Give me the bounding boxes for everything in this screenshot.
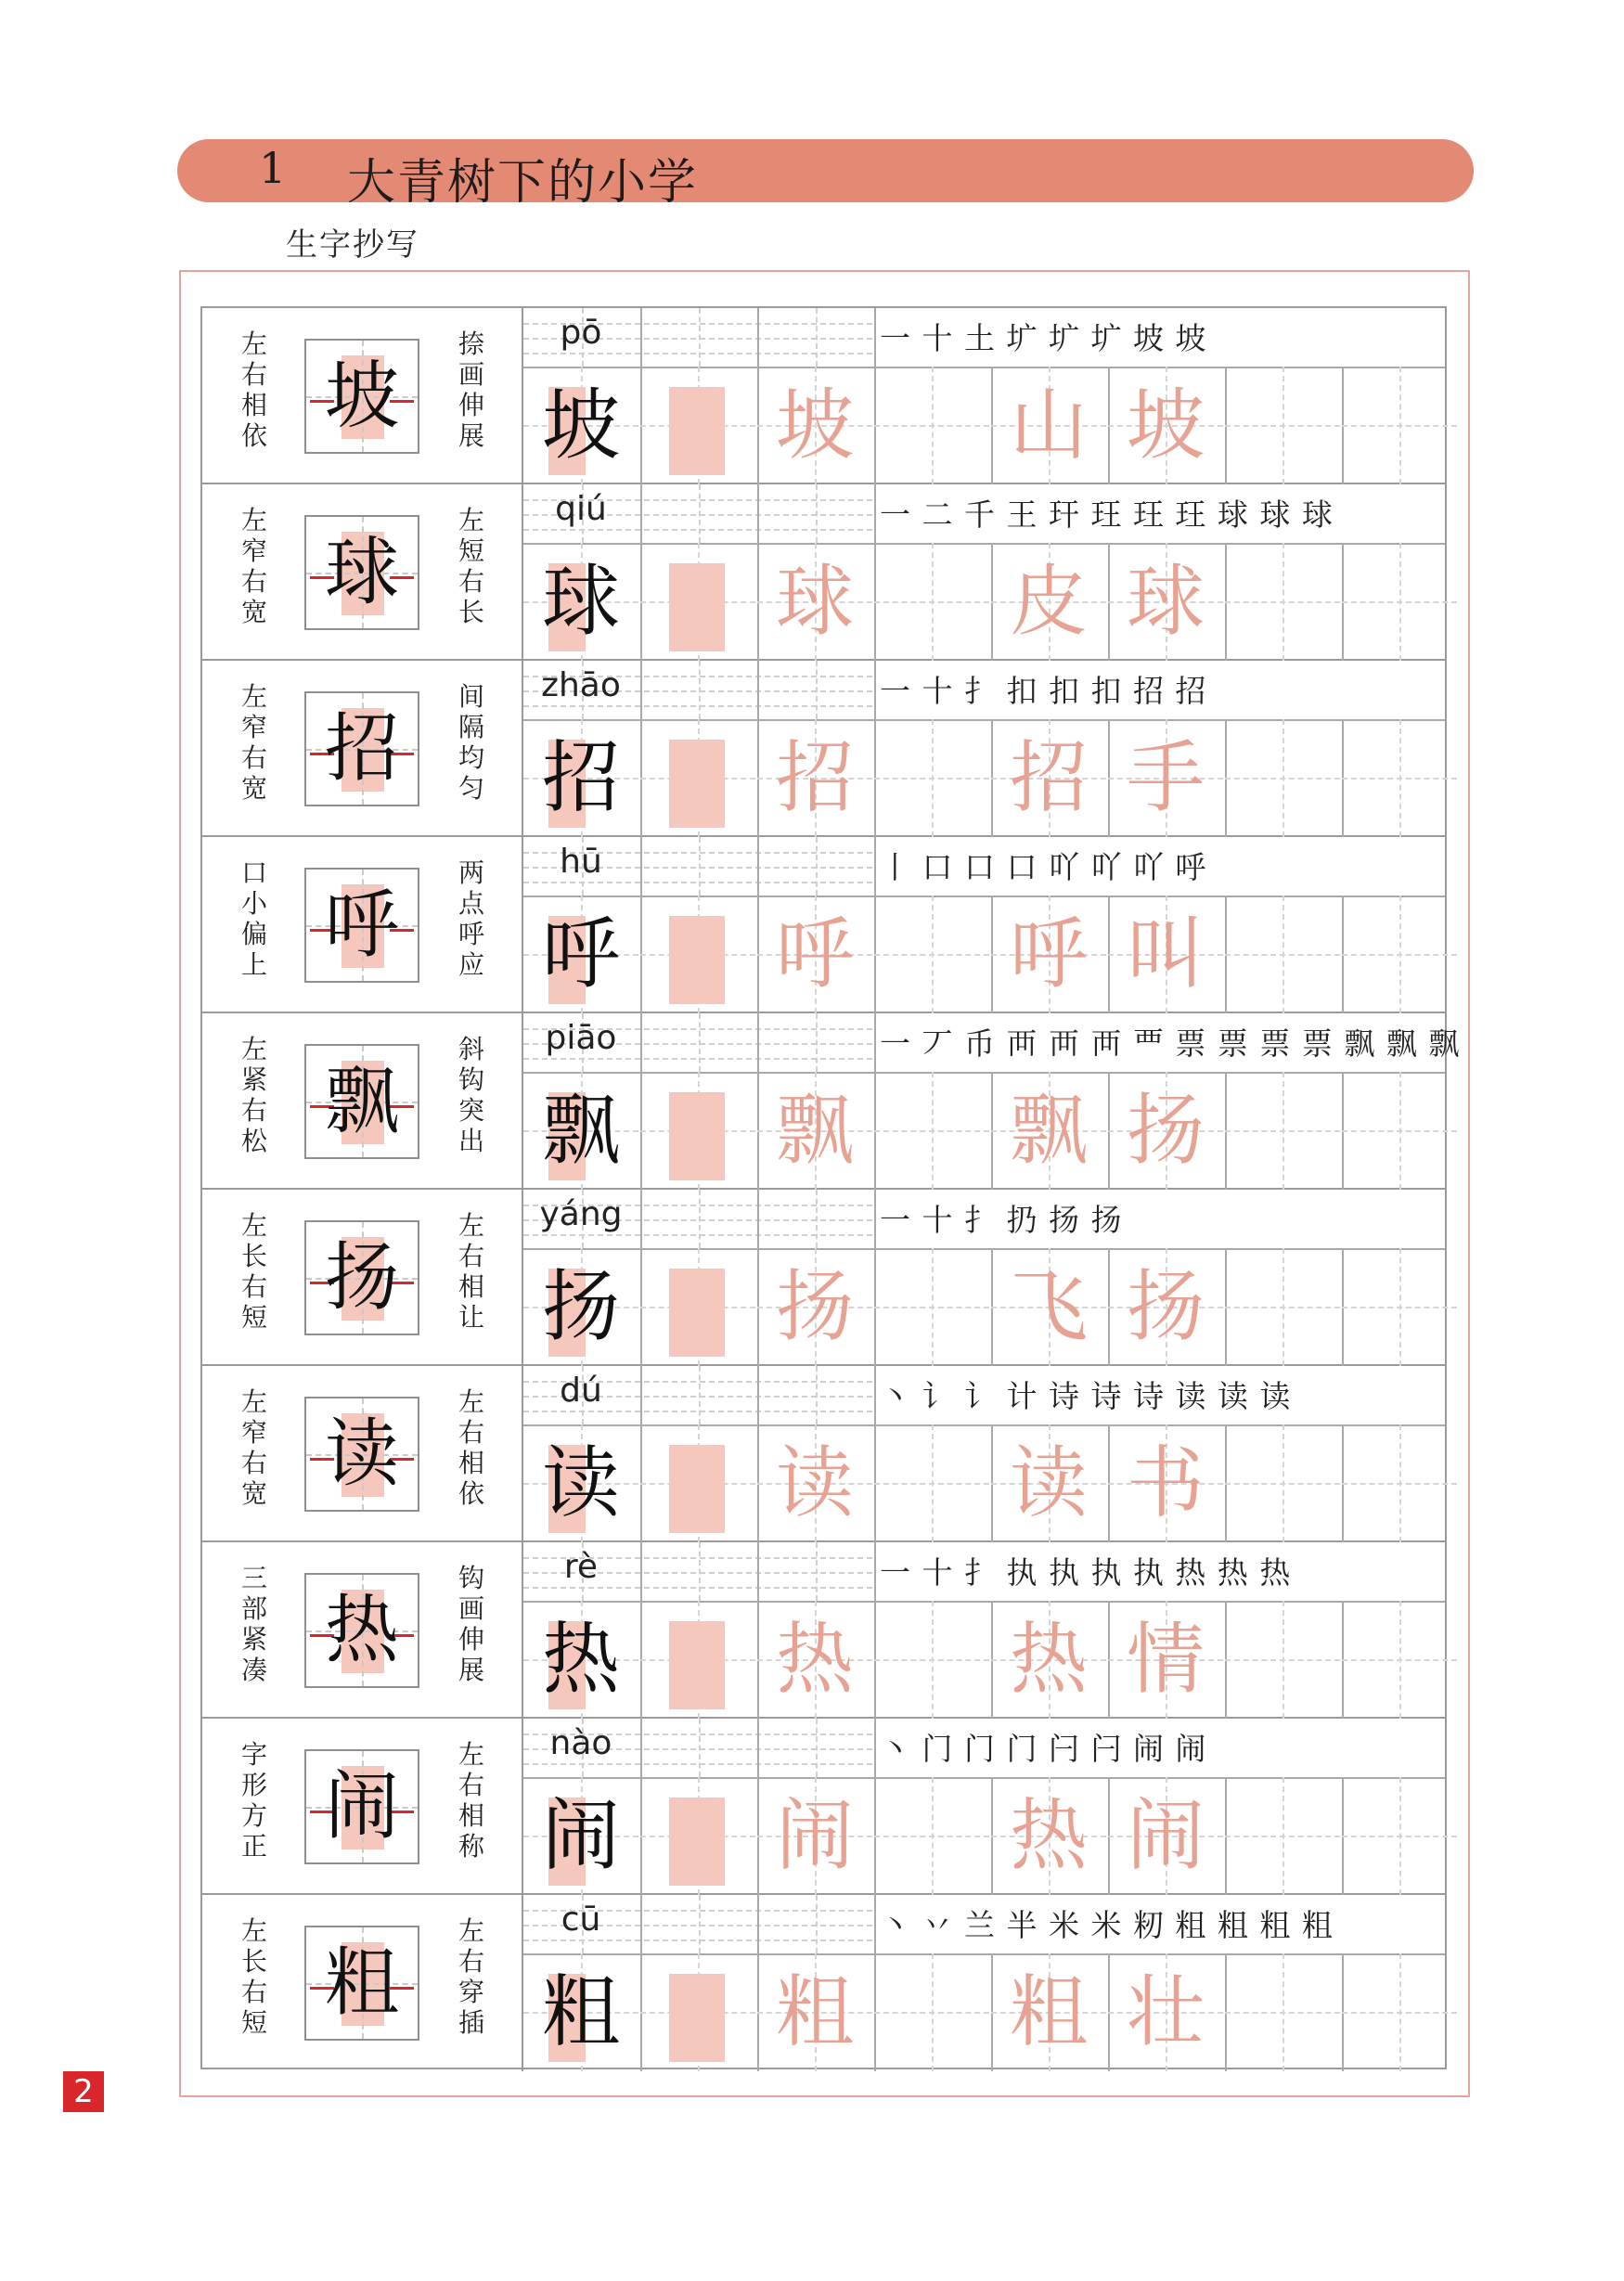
pinyin-guide-line	[699, 1190, 701, 1248]
cell-guide-line	[1225, 2012, 1340, 2014]
pinyin-guide-line	[523, 353, 872, 354]
grid-line	[640, 1719, 642, 1895]
cell-guide-line	[1342, 1659, 1457, 1661]
demo-character-box	[304, 339, 419, 454]
pinyin-guide-line	[523, 1939, 872, 1941]
stroke-order: 一 十 土 圹 圹 圹 坡 坡	[880, 320, 1207, 356]
cell-guide-line	[1225, 425, 1340, 427]
cell-guide-line	[1225, 778, 1340, 780]
lesson-banner	[177, 139, 1474, 211]
stroke-order: 一 十 扌 扣 扣 扣 招 招	[880, 673, 1207, 709]
highlight-block	[669, 740, 725, 828]
practice-grid	[522, 308, 1445, 484]
highlight-block	[669, 1974, 725, 2062]
cell-guide-line	[874, 601, 989, 603]
trace-character: 招	[775, 732, 854, 823]
grid-line	[874, 1895, 876, 2071]
pinyin: hū	[560, 843, 602, 881]
character-row	[202, 1366, 1445, 1542]
trace-word-character: 飘	[1009, 1085, 1088, 1176]
practice-grid	[522, 1366, 1445, 1542]
writing-tip: 左 右 相 依	[458, 1386, 484, 1509]
cell-guide-line	[1225, 601, 1340, 603]
trace-word-character: 热	[1009, 1614, 1088, 1705]
stroke-order: 一 丆 币 襾 襾 襾 覀 票 票 票 票 飘 飘 飘	[880, 1025, 1461, 1062]
lesson-title: 大青树下的小学	[347, 155, 699, 211]
writing-tip: 捺 画 伸 展	[458, 329, 484, 451]
pinyin-guide-line	[816, 308, 818, 367]
highlight-block	[669, 1445, 725, 1533]
cell-guide-line	[874, 1483, 989, 1485]
cell-guide-line	[874, 1130, 989, 1132]
pinyin-guide-line	[816, 1542, 818, 1601]
trace-word-character: 读	[1009, 1437, 1088, 1528]
writing-tip: 左 右 相 称	[458, 1739, 484, 1862]
character-row	[202, 1013, 1461, 1190]
cell-guide-line	[874, 954, 989, 956]
trace-word-character: 扬	[1126, 1085, 1205, 1176]
pinyin-guide-line	[816, 837, 818, 896]
grid-line	[640, 308, 642, 484]
pinyin-guide-line	[816, 1895, 818, 1953]
cell-guide-line	[1225, 1659, 1340, 1661]
character-row	[202, 1542, 1445, 1719]
demo-character: 坡	[325, 353, 399, 439]
demo-character-box	[304, 1749, 419, 1864]
model-character: 扬	[541, 1261, 620, 1352]
demo-character-box	[304, 515, 419, 630]
grid-line	[640, 1366, 642, 1542]
demo-character: 呼	[325, 882, 399, 968]
highlight-block	[669, 1798, 725, 1886]
pinyin-guide-line	[699, 1719, 701, 1777]
cell-guide-line	[1342, 425, 1457, 427]
cell-guide-line	[874, 1659, 989, 1661]
grid-line	[640, 1013, 642, 1190]
grid-line	[640, 661, 642, 837]
pinyin-guide-line	[523, 1587, 872, 1589]
grid-line	[523, 1777, 1445, 1779]
cell-guide-line	[1342, 1307, 1457, 1308]
pinyin: qiú	[555, 490, 607, 528]
practice-grid	[522, 661, 1445, 837]
grid-line	[874, 308, 876, 484]
model-character: 飘	[541, 1085, 620, 1176]
cell-guide-line	[874, 1836, 989, 1837]
trace-word-character: 情	[1126, 1614, 1205, 1705]
model-character: 闹	[541, 1790, 620, 1881]
pinyin-guide-line	[699, 308, 701, 367]
character-row	[202, 1719, 1445, 1895]
demo-character-box	[304, 1220, 419, 1335]
trace-character: 热	[775, 1614, 854, 1705]
demo-character: 粗	[325, 1939, 399, 2026]
model-character: 粗	[541, 1966, 620, 2057]
stroke-order: 一 二 千 王 玕 玨 玨 玨 球 球 球	[880, 496, 1334, 533]
demo-character: 扬	[325, 1234, 399, 1321]
trace-word-character: 招	[1009, 732, 1088, 823]
pinyin-guide-line	[816, 1719, 818, 1777]
trace-word-character: 热	[1009, 1790, 1088, 1881]
character-row	[202, 484, 1445, 661]
character-table	[200, 306, 1461, 2069]
stroke-order: 一 十 扌 执 执 执 执 热 热 热	[880, 1554, 1292, 1591]
structure-tip: 左 长 右 短	[240, 1915, 267, 2038]
highlight-block	[669, 1621, 725, 1709]
grid-line	[640, 1542, 642, 1719]
practice-grid	[522, 1895, 1445, 2071]
lesson-number: 1	[259, 143, 287, 193]
trace-character: 飘	[775, 1085, 854, 1176]
grid-line	[523, 1953, 1445, 1955]
structure-tip: 左 长 右 短	[240, 1210, 267, 1333]
stroke-order: 丨 口 口 口 吖 吖 吖 呼	[880, 849, 1207, 885]
model-character: 读	[541, 1437, 620, 1528]
grid-line	[640, 1190, 642, 1366]
pinyin: piāo	[545, 1019, 617, 1057]
pinyin-guide-line	[816, 1190, 818, 1248]
highlight-block	[669, 1269, 725, 1357]
grid-line	[523, 719, 1445, 721]
grid-line	[640, 484, 642, 661]
cell-guide-line	[1225, 1836, 1340, 1837]
pinyin: cū	[561, 1901, 601, 1939]
cell-guide-line	[874, 1307, 989, 1308]
cell-guide-line	[1225, 1130, 1340, 1132]
trace-character: 读	[775, 1437, 854, 1528]
structure-tip: 字 形 方 正	[240, 1739, 267, 1862]
grid-line	[523, 1072, 1445, 1074]
demo-character-box	[304, 1044, 419, 1159]
writing-tip: 间 隔 均 匀	[458, 681, 484, 804]
cell-guide-line	[874, 2012, 989, 2014]
cell-guide-line	[1342, 778, 1457, 780]
trace-character: 坡	[775, 380, 854, 470]
cell-guide-line	[1342, 954, 1457, 956]
trace-word-character: 扬	[1126, 1261, 1205, 1352]
trace-word-character: 球	[1126, 556, 1205, 647]
structure-tip: 左 右 相 依	[240, 329, 267, 451]
demo-character: 热	[325, 1587, 399, 1673]
grid-line	[523, 1424, 1445, 1426]
pinyin-guide-line	[816, 1366, 818, 1424]
cell-guide-line	[1225, 954, 1340, 956]
highlight-block	[669, 916, 725, 1004]
cell-guide-line	[1225, 1307, 1340, 1308]
structure-tip: 左 窄 右 宽	[240, 1386, 267, 1509]
grid-line	[874, 1013, 876, 1190]
practice-grid	[522, 484, 1445, 661]
character-row	[202, 661, 1445, 837]
pinyin-guide-line	[699, 1013, 701, 1072]
character-row	[202, 837, 1445, 1013]
pinyin-guide-line	[523, 705, 872, 707]
practice-grid	[522, 1190, 1445, 1366]
pinyin-guide-line	[523, 1234, 872, 1236]
highlight-block	[669, 1092, 725, 1180]
trace-character: 扬	[775, 1261, 854, 1352]
cell-guide-line	[874, 778, 989, 780]
practice-grid	[522, 837, 1445, 1013]
grid-line	[523, 1248, 1445, 1250]
trace-word-character: 山	[1009, 380, 1088, 470]
section-title: 生字抄写	[286, 226, 419, 264]
model-character: 热	[541, 1614, 620, 1705]
structure-tip: 左 紧 右 松	[240, 1034, 267, 1156]
highlight-block	[669, 387, 725, 475]
cell-guide-line	[1342, 2012, 1457, 2014]
model-character: 呼	[541, 909, 620, 999]
grid-line	[523, 896, 1445, 897]
structure-tip: 口 小 偏 上	[240, 857, 267, 980]
grid-line	[874, 661, 876, 837]
pinyin-guide-line	[699, 837, 701, 896]
character-row	[202, 308, 1445, 484]
pinyin-guide-line	[699, 1542, 701, 1601]
grid-line	[640, 1895, 642, 2071]
cell-guide-line	[1225, 1483, 1340, 1485]
trace-character: 呼	[775, 909, 854, 999]
grid-line	[874, 1366, 876, 1542]
writing-tip: 左 右 穿 插	[458, 1915, 484, 2038]
trace-word-character: 呼	[1009, 909, 1088, 999]
demo-character-box	[304, 1573, 419, 1688]
pinyin-guide-line	[523, 529, 872, 531]
writing-tip: 左 右 相 让	[458, 1210, 484, 1333]
pinyin: yáng	[539, 1195, 623, 1233]
demo-character: 闹	[325, 1763, 399, 1849]
pinyin: pō	[560, 314, 602, 352]
trace-character: 粗	[775, 1966, 854, 2057]
trace-word-character: 叫	[1126, 909, 1205, 999]
character-row	[202, 1190, 1445, 1366]
stroke-order: 一 十 扌 扔 扬 扬	[880, 1202, 1123, 1238]
pinyin-guide-line	[816, 661, 818, 719]
trace-word-character: 书	[1126, 1437, 1205, 1528]
practice-grid	[522, 1719, 1445, 1895]
stroke-order: 丶 丷 兰 半 米 米 籾 粗 粗 粗 粗	[880, 1907, 1334, 1943]
character-row	[202, 1895, 1445, 2071]
demo-character: 招	[325, 705, 399, 792]
pinyin: zhāo	[541, 666, 621, 704]
trace-word-character: 粗	[1009, 1966, 1088, 2057]
trace-word-character: 飞	[1009, 1261, 1088, 1352]
structure-tip: 三 部 紧 凑	[240, 1563, 267, 1685]
writing-tip: 斜 钩 突 出	[458, 1034, 484, 1156]
demo-character-box	[304, 1397, 419, 1512]
cell-guide-line	[1342, 1836, 1457, 1837]
pinyin-guide-line	[816, 484, 818, 543]
stroke-order: 丶 门 门 门 闩 闩 闹 闹	[880, 1731, 1207, 1767]
grid-line	[874, 484, 876, 661]
grid-line	[523, 367, 1445, 368]
cell-guide-line	[1342, 1483, 1457, 1485]
grid-line	[874, 837, 876, 1013]
writing-tip: 左 短 右 长	[458, 505, 484, 627]
trace-word-character: 手	[1126, 732, 1205, 823]
pinyin-guide-line	[699, 484, 701, 543]
demo-character: 球	[325, 529, 399, 615]
practice-grid	[522, 1013, 1461, 1190]
pinyin-guide-line	[699, 661, 701, 719]
pinyin-guide-line	[523, 1411, 872, 1412]
stroke-order: 丶 讠 讠 计 诗 诗 诗 读 读 读	[880, 1378, 1292, 1414]
pinyin-guide-line	[699, 1895, 701, 1953]
writing-tip: 钩 画 伸 展	[458, 1563, 484, 1685]
model-character: 招	[541, 732, 620, 823]
trace-character: 闹	[775, 1790, 854, 1881]
demo-character-box	[304, 691, 419, 806]
grid-line	[640, 837, 642, 1013]
demo-character-box	[304, 868, 419, 983]
pinyin-guide-line	[523, 1763, 872, 1765]
trace-word-character: 闹	[1126, 1790, 1205, 1881]
cell-guide-line	[874, 425, 989, 427]
grid-line	[523, 1601, 1445, 1603]
pinyin-guide-line	[523, 882, 872, 883]
pinyin: nào	[549, 1724, 612, 1762]
trace-word-character: 壮	[1126, 1966, 1205, 2057]
page-number: 2	[63, 2071, 104, 2112]
grid-line	[523, 543, 1445, 545]
trace-word-character: 皮	[1009, 556, 1088, 647]
pinyin-guide-line	[816, 1013, 818, 1072]
cell-guide-line	[1342, 1130, 1457, 1132]
highlight-block	[669, 563, 725, 651]
pinyin-guide-line	[523, 1058, 872, 1060]
grid-line	[874, 1542, 876, 1719]
demo-character: 读	[325, 1411, 399, 1497]
writing-tip: 两 点 呼 应	[458, 857, 484, 980]
model-character: 球	[541, 556, 620, 647]
cell-guide-line	[1342, 601, 1457, 603]
grid-line	[874, 1190, 876, 1366]
pinyin: rè	[563, 1548, 599, 1586]
trace-word-character: 坡	[1126, 380, 1205, 470]
pinyin: dú	[560, 1372, 602, 1410]
demo-character-box	[304, 1926, 419, 2041]
trace-character: 球	[775, 556, 854, 647]
demo-character: 飘	[325, 1058, 399, 1144]
pinyin-guide-line	[699, 1366, 701, 1424]
practice-grid	[522, 1542, 1445, 1719]
structure-tip: 左 窄 右 宽	[240, 505, 267, 627]
structure-tip: 左 窄 右 宽	[240, 681, 267, 804]
model-character: 坡	[541, 380, 620, 470]
grid-line	[874, 1719, 876, 1895]
